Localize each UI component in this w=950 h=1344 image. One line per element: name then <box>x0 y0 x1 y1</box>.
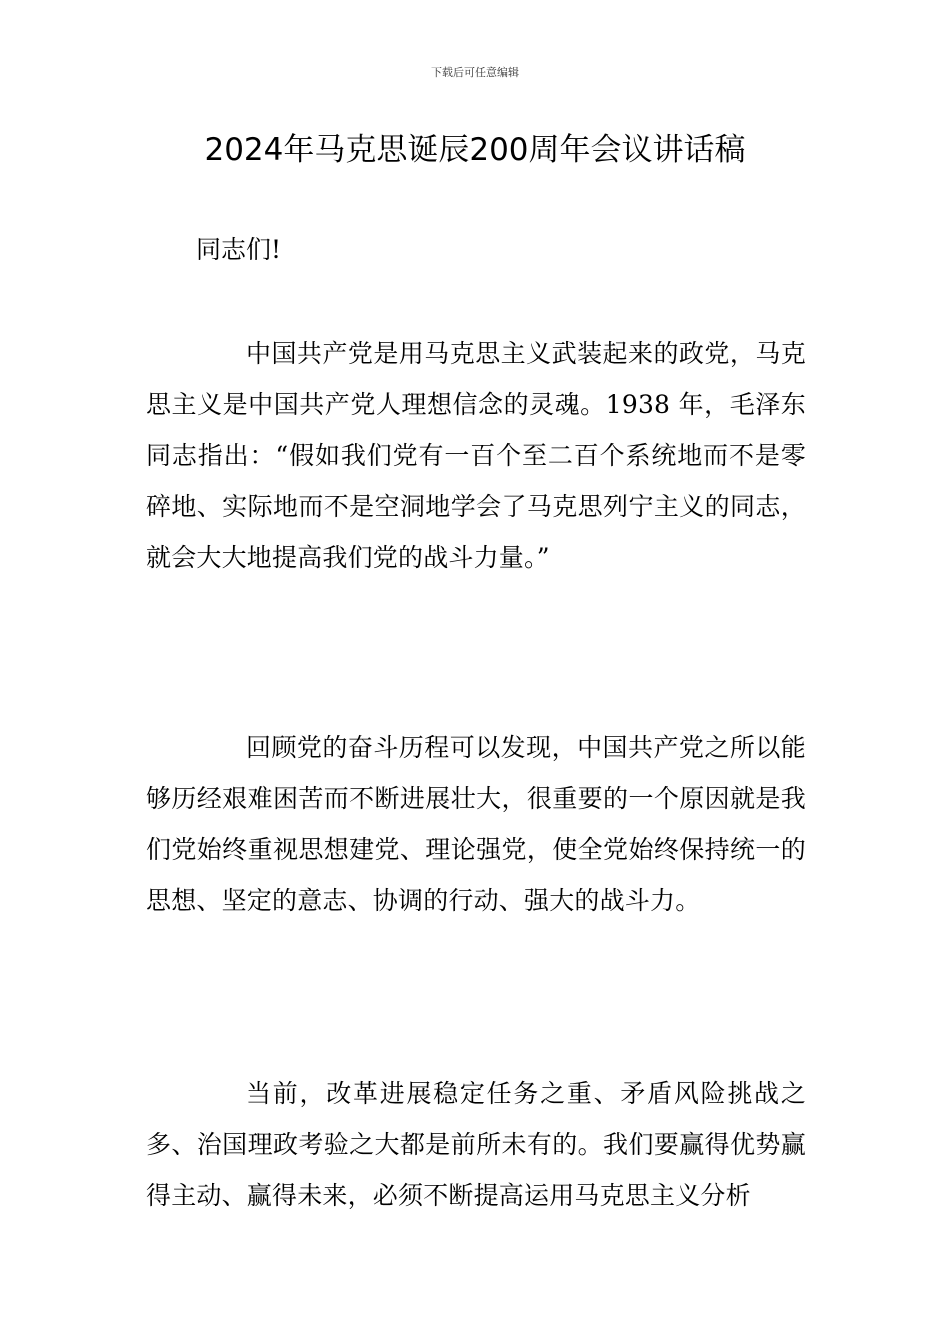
document-title: 2024年马克思诞辰200周年会议讲话稿 <box>204 132 746 168</box>
salutation: 同志们! <box>196 235 282 264</box>
paragraph-3: 当前，改革进展稳定任务之重、矛盾风险挑战之多、治国理政考验之大都是前所未有的。我们要赢得优势赢得主动、赢得未来，必须不断提高运用马克思主义分析 <box>146 1079 806 1210</box>
paragraph-1: 中国共产党是用马克思主义武装起来的政党，马克思主义是中国共产党人理想信念的灵魂。1938 年，毛泽东同志指出：“假如我们党有一百个至二百个系统地而不是零碎地、实际地而不是空洞地学会了马克思列宁主义的同志，就会大大地提高我们党的战斗力量。” <box>146 339 806 572</box>
header-note: 下载后可任意编辑 <box>431 66 519 79</box>
paragraph-2: 回顾党的奋斗历程可以发现，中国共产党之所以能够历经艰难困苦而不断进展壮大，很重要的一个原因就是我们党始终重视思想建党、理论强党，使全党始终保持统一的思想、坚定的意志、协调的行动、强大的战斗力。 <box>146 733 806 915</box>
